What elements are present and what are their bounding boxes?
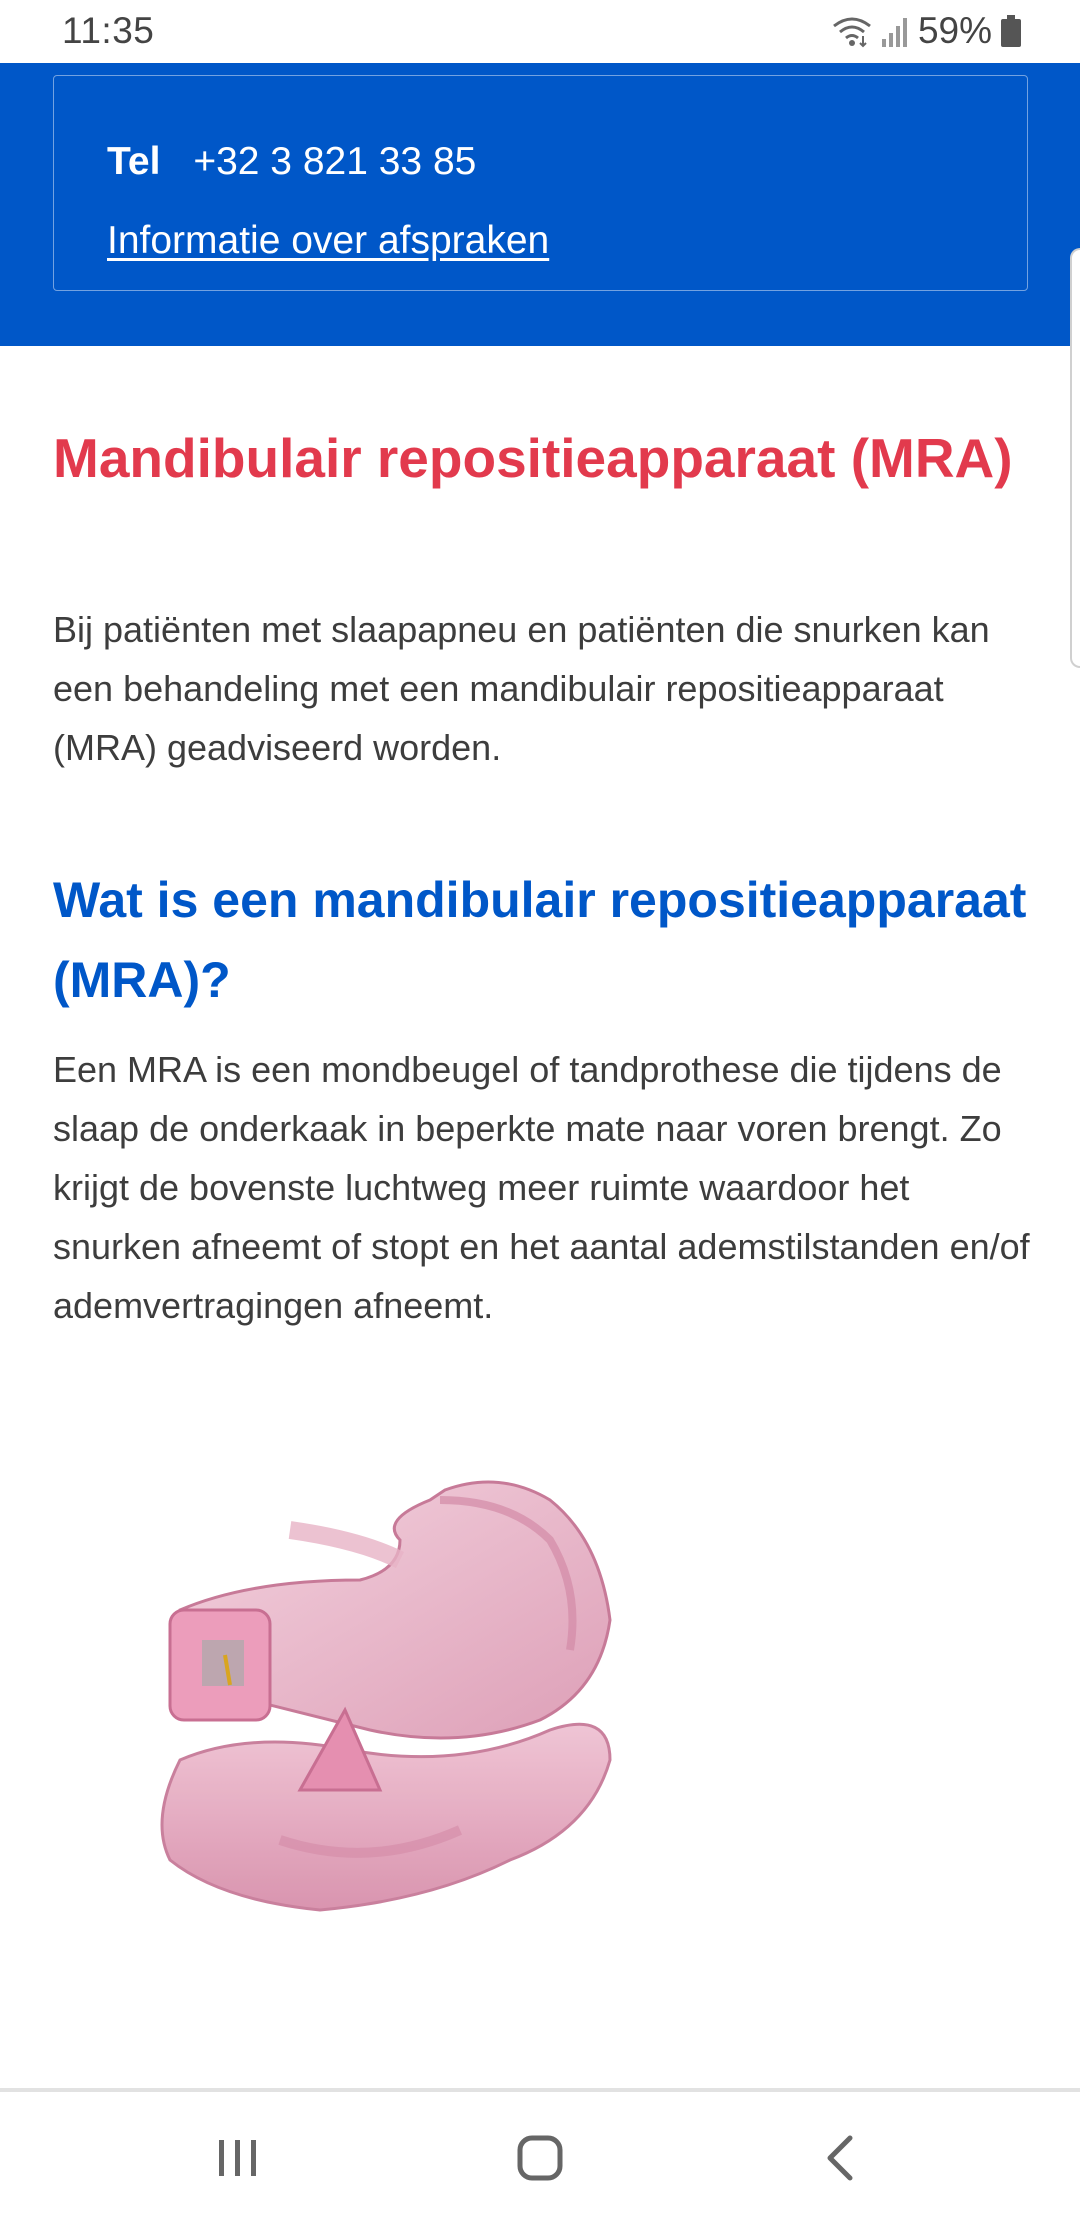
edge-panel-handle[interactable] [1070,248,1080,668]
tel-label: Tel [107,140,161,183]
home-icon[interactable] [510,2128,570,2188]
tel-number[interactable]: +32 3 821 33 85 [193,140,477,183]
signal-icon [880,15,910,47]
status-icons [832,8,1022,54]
battery-icon [1000,14,1022,48]
intro-paragraph: Bij patiënten met slaapapneu en patiënten die snurken kan een behandeling met een mandibulair repositieapparaat (MRA) geadviseerd worden. [53,609,990,768]
appointment-info-link[interactable]: Informatie over afspraken [107,219,550,262]
system-nav-bar [0,2092,1080,2220]
wifi-icon [832,14,872,48]
contact-header [0,63,1080,346]
back-icon[interactable] [812,2128,872,2188]
contact-card [53,75,1028,291]
tel-row [107,140,476,184]
section-heading: Wat is een mandibulair repositieapparaat (MRA)? [53,872,1027,1008]
status-bar [0,0,1080,63]
mra-device-image [130,1460,710,1980]
recent-apps-icon[interactable] [207,2128,267,2188]
status-time: 11:35 [62,10,155,51]
page-title: Mandibulair repositieapparaat (MRA) [53,427,1013,489]
battery-percent: 59% [917,10,992,51]
section-paragraph: Een MRA is een mondbeugel of tandprothese die tijdens de slaap de onderkaak in beperkte mate naar voren brengt. Zo krijgt de bovenste luchtweg meer ruimte waardoor het snurken afneemt of stopt en het aantal ademstilstanden en/of ademvertragingen afneemt. [53,1049,1030,1326]
